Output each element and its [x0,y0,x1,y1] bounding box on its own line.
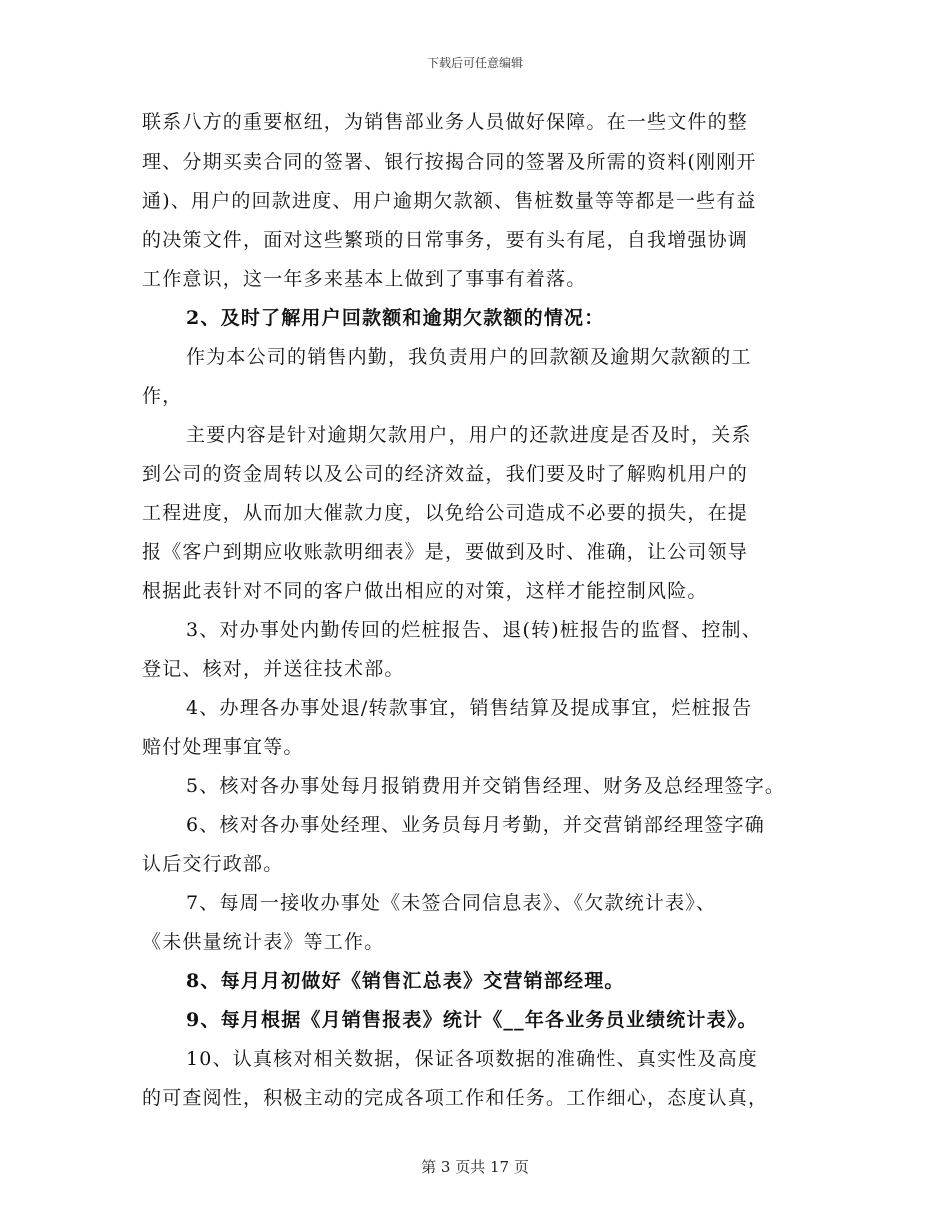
text-line: 通)、用户的回款进度、用户逾期欠款额、售桩数量等等都是一些有益 [142,190,757,212]
list-item: 7、每周一接收办事处《未签合同信息表》、《欠款统计表》、 [186,892,717,914]
text-line: 工作意识，这一年多来基本上做到了事事有着落。 [142,268,587,290]
page-footer: 第 3 页共 17 页 [421,1158,529,1176]
list-item-bold: 9、每月根据《月销售报表》统计《__年各业务员业绩统计表》。 [186,1009,758,1031]
text-line: 登记、核对，并送往技术部。 [142,658,405,680]
text-line: 的可查阅性，积极主动的完成各项工作和任务。工作细心，态度认真， [142,1087,769,1109]
section-heading: 2、及时了解用户回款额和逾期欠款额的情况： [186,307,605,329]
text-line: 到公司的资金周转以及公司的经济效益，我们要及时了解购机用户的 [142,463,749,485]
list-item: 6、核对各办事处经理、业务员每月考勤，并交营销部经理签字确 [186,814,765,836]
list-item: 4、办理各办事处退/转款事宜，销售结算及提成事宜，烂桩报告 [186,697,753,719]
text-line: 工程进度，从而加大催款力度，以免给公司造成不必要的损失，在提 [142,502,749,524]
text-line: 联系八方的重要枢纽，为销售部业务人员做好保障。在一些文件的整 [142,111,749,133]
page-header: 下载后可任意编辑 [426,56,523,70]
text-line: 的决策文件，面对这些繁琐的日常事务，要有头有尾，自我增强协调 [142,229,749,251]
text-line: 报《客户到期应收账款明细表》是，要做到及时、准确，让公司领导 [142,541,749,563]
text-line: 主要内容是针对逾期欠款用户，用户的还款进度是否及时，关系 [186,424,752,446]
text-line: 《未供量统计表》等工作。 [142,931,385,953]
text-line: 赔付处理事宜等。 [142,736,304,758]
text-line: 作， [142,385,183,407]
text-line: 根据此表针对不同的客户做出相应的对策，这样才能控制风险。 [142,580,708,602]
text-line: 理、分期买卖合同的签署、银行按揭合同的签署及所需的资料(刚刚开 [142,151,757,173]
text-line: 作为本公司的销售内勤，我负责用户的回款额及逾期欠款额的工 [186,346,752,368]
text-line: 认后交行政部。 [142,853,284,875]
list-item-bold: 8、每月月初做好《销售汇总表》交营销部经理。 [186,970,625,992]
list-item: 3、对办事处内勤传回的烂桩报告、退(转)桩报告的监督、控制、 [186,619,762,641]
list-item: 10、认真核对相关数据，保证各项数据的准确性、真实性及高度 [186,1048,758,1070]
list-item: 5、核对各办事处每月报销费用并交销售经理、财务及总经理签字。 [186,775,786,797]
